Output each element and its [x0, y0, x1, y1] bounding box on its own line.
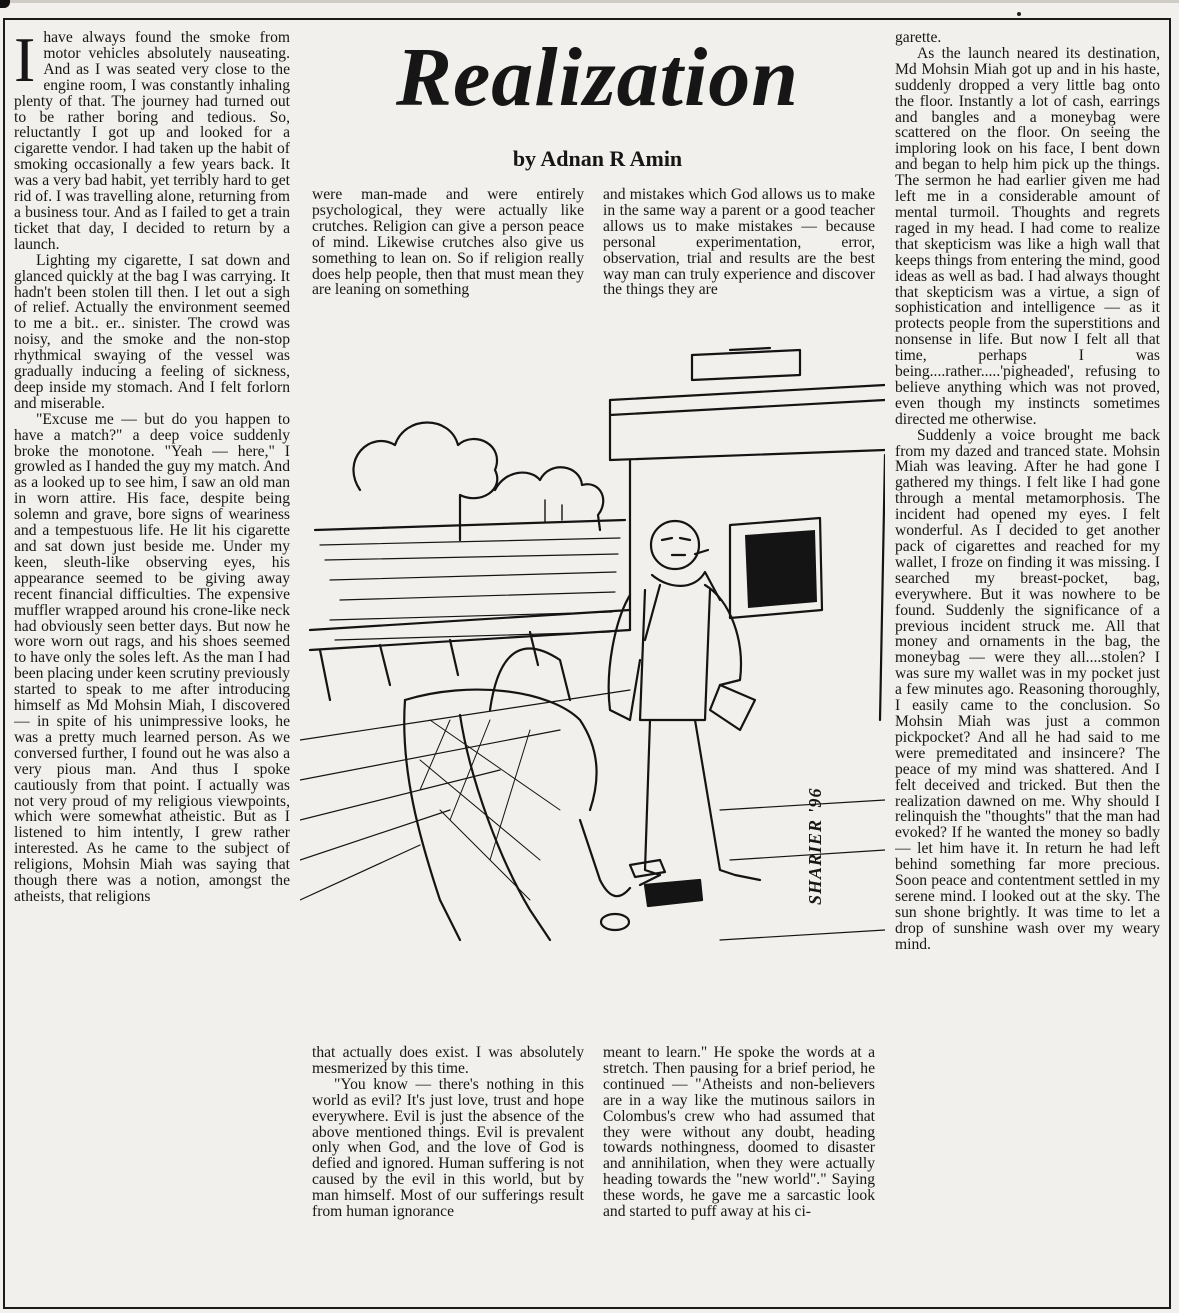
article-paragraph: "You know — there's nothing in this world as evil? It's just love, trust and hope everywhere. Evil is just the absence of the above mentioned things. Evil is prevalent only when God, and the love of God is defied and ignored. Human suffering is not caused by the evil in this world, but by man himself. Most of our sufferings result from human ignorance	[312, 1075, 584, 1221]
moneybag	[645, 880, 702, 906]
checked-pattern	[420, 720, 560, 900]
window-shade	[745, 530, 817, 608]
man-hand-bag	[710, 685, 755, 730]
cabin-roof	[610, 385, 885, 460]
article-paragraph: garette.	[895, 30, 942, 46]
article-illustration	[300, 340, 885, 1040]
article-paragraph: Suddenly a voice brought me back from my dazed and tranced state. Mohsin Miah was leaving. After he had gone I gathered my things. I felt like I had gone through a mental metamorphosis. The incident had opened my eyes. I felt wonderful. As I decided to get another pack of cigarettes and reached for my wallet, I froze on finding it was missing. I searched my breast-pocket, bag, everywhere. But it was nowhere to be found. Suddenly the significance of a previous incident struck me. All that money and ornaments in the bag, the moneybag — were they all....stolen? I was sure my wallet was in my pocket just a few minutes ago. Reasoning thoroughly, I easily came to the conclusion. So Mohsin Miah was just a common pickpocket? And all he had said to me were premeditated and insincere? The peace of my mind was shattered. And I felt deceived and tricked. But then the realization dawned on me. Why should I relinquish the "thoughts" that the man had evoked? If he wanted the money so badly — let him have it. In return he had left behind something far more precious. Soon peace and contentment settled in my serene mind. I looked out at the sky. The sun shone brightly. It was time to let a drop of sunshine wash over my weary mind.	[895, 426, 1160, 953]
corner-mark	[0, 0, 10, 8]
box-rule-left	[3, 18, 5, 1309]
article-byline: by Adnan R Amin	[512, 146, 683, 171]
article-column-1	[14, 30, 290, 1300]
article-paragraph: Lighting my cigarette, I sat down and glanced quickly at the bag I was carrying. It hadn't been stolen till then. I let out a sigh of relief. Actually the environment seemed to me a bit.. er.. sinister. The crowd was noisy, and the smoke and the non-stop rhythmical swaying of the vessel was gradually inducing a feeling of sickness, deep inside my stomach. And I felt forlorn and miserable.	[14, 251, 290, 412]
article-title: Realization	[395, 31, 800, 124]
article-column-4	[895, 30, 1160, 1300]
article-paragraph: Ihave always found the smoke from motor vehicles absolutely nauseating. And as I was seated very close to the engine room, I was constantly inhaling plenty of that. The journey had turned out to be rather boring and tedious. So, reluctantly I got up and looked for a cigarette vendor. I had taken up the habit of smoking occasionally a few years back. It was a very bad habit, yet terribly hard to get rid of. I was travelling alone, returning from a business tour. And as I failed to get a train ticket that day, I decided to return by a launch.	[14, 30, 290, 253]
box-rule-right	[1169, 18, 1171, 1309]
bending-man-back	[405, 690, 597, 810]
article-column-2-bottom	[312, 1045, 584, 1300]
cabin-chimney	[692, 348, 800, 380]
bending-man-hand	[580, 820, 630, 896]
drop-cap: I	[14, 30, 36, 95]
article-paragraph: and mistakes which God allows us to make in the same way a parent or a good teacher allows us to make mistakes — because personal experimentation, error, observation, trial and results are the best way man can truly experience and discover the things they are	[603, 187, 875, 299]
illustrator-signature: SHARIER '96	[805, 787, 825, 905]
cloud	[353, 423, 497, 541]
article-column-3-top	[603, 187, 875, 337]
railing	[310, 610, 630, 700]
article-paragraph: "Excuse me — but do you happen to have a match?" a deep voice suddenly broke the monotone. "Yeah — here," I growled as I handed the guy my match. And as a looked up to see him, I saw an old man in worn attire. His face, despite being solemn and grave, bore signs of weariness and a tempestuous life. He lit his cigarette and sat down just beside me. Under my keen, sleuth-like observing eyes, his appearance seemed to be giving away recent financial difficulties. The expensive muffler wrapped around his crone-like neck had obviously seen better days. But now he wore worn out rags, and his shoes seemed to have only the soles left. As the man I had been placing under keen scrutiny previously started to speak to me after introducing himself as Md Mohsin Miah, I discovered — in spite of his unimpressive looks, he was a pretty much learned person. As we conversed further, I found out he was also a very pious man. And thus I spoke cautiously from that point. I actually was not very proud of my religious viewpoints, which were somewhat atheistic. But as I listened to him intently, I grew rather interested. As he came to the subject of religions, Mohsin Miah was saying that though there was a notion, amongst the atheists, that religions	[14, 410, 290, 905]
print-dot	[1017, 12, 1021, 16]
deck-lines	[300, 690, 885, 940]
horizon-line	[315, 520, 625, 530]
sea-lines	[320, 538, 620, 640]
coin	[601, 914, 629, 930]
article-paragraph: As the launch neared its destination, Md Mohsin Miah got up and in his haste, suddenly dropped a very little bag onto the floor. Instantly a lot of cash, earrings and bangles and a moneybag were scattered on the floor. On seeing the imploring look on his face, I bent down and began to help him pick up the things. The sermon he had earlier given me had left me in a considerable amount of mental turmoil. Thoughts and regrets raged in my head. I had come to realize that skepticism was like a high wall that keeps things from entering the mind, good ideas as well as bad. I had always thought that skepticism was a virtue, a sign of sophistication and intelligence — as it protects people from the superstitions and nonsense in life. But now I felt all that time, perhaps I was being....rather.....'pigheaded', refusing to believe anything which was not proved, even though my instincts sometimes directed me otherwise.	[895, 44, 1160, 428]
box-rule-bottom	[3, 1307, 1171, 1309]
article-paragraph: were man-made and were entirely psychological, they were actually like crutches. Religion can give a person peace of mind. Likewise crutches also give us something to lean on. So if religion really does help people, then that must mean they are leaning on something	[312, 187, 584, 299]
page-top-edge	[0, 0, 1179, 3]
box-rule-top	[3, 18, 1171, 20]
article-column-3-bottom	[603, 1045, 875, 1300]
article-paragraph: meant to learn." He spoke the words at a stretch. Then pausing for a brief period, he continued — "Atheists and non-believers are in a way like the mutinous sailors in Colombus's crew who had assumed that they were without any doubt, heading towards nothingness, doomed to disaster and annihilation, when they were actually heading towards the "new world"." Saying these words, he gave me a sarcastic look and started to puff away at his ci-	[603, 1045, 875, 1221]
article-paragraph: that actually does exist. I was absolutely mesmerized by this time.	[312, 1045, 584, 1077]
man-coat	[609, 585, 741, 720]
article-column-2-top	[312, 187, 584, 337]
man-head	[651, 521, 699, 569]
